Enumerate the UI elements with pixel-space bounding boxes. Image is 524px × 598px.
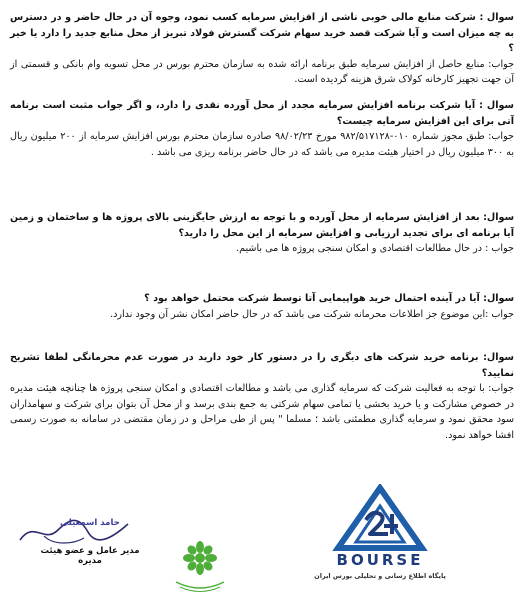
question-1: سوال : شرکت منابع مالی خوبی ناشی از افزایش سرمایه کسب نمود، وجوه آن در حال حاضر و در دسترس به چه میزان است و آیا شرکت قصد خرید سهام شرکت گسترش فولاد تبریز از محل منابع جدید را دارد یا خیر ؟ [10,12,514,54]
qa-block-1 [10,10,514,88]
qa-block-2 [10,98,514,160]
answer-4: جواب :این موضوع جز اطلاعات محرمانه شرکت می باشد که در حال حاضر امکان نشر آن وجود ندارد. [110,308,514,320]
qa-block-5 [10,350,514,443]
answer-3: جواب : در حال مطالعات اقتصادی و امکان سنجی پروژه ها می باشیم. [236,243,514,254]
question-3: سوال: بعد از افزایش سرمایه از محل آورده و با توجه به ارزش جایگزینی بالای پروژه ها و ساختمان و زمین آیا برنامه ای برای تجدید ارزیابی و افزایش سرمایه از این محل را دارید؟ [10,212,514,239]
qa-block-4 [10,291,514,322]
answer-2: جواب: طبق مجوز شماره ۰۱۰-۹۸۲/۵۱۷۱۲۸ مورخ ۹۸/۰۲/۲۳ صادره سازمان محترم بورس افزایش سرمایه از ۲۰۰ میلیون ریال به ۳۰۰ میلیون ریال در اختیار هیئت مدیره می باشد که در حال حاضر برنامه ریزی می باشد . [10,131,514,158]
bourse-logo-tagline: پایگاه اطلاع رسانی و تحلیلی بورس ایران [314,572,446,580]
company-stamp-icon [170,538,230,593]
bourse-logo-text: BOURSE [336,551,424,569]
answer-5: جواب: با توجه به فعالیت شرکت که سرمایه گذاری می باشد و مطالعات اقتصادی و امکان سنجی پروژه ها چنانچه هیئت مدیره در خصوص مشارکت و یا خرید بخشی یا تمامی سهام شرکتی به جمع بندی برسد و از محل آن بتوان برای شرکت و سهامداران سود محقق نمود و سرمایه گذاری مطمئنی باشد ؛ مسلما " پس از طی مراحل و در زمان مقتضی در سامانه به صورت رسمی افشا خواهد نمود. [10,383,514,441]
bourse-logo-mark-icon [300,484,460,554]
question-5: سوال: برنامه خرید شرکت های دیگری را در دستور کار خود دارید در صورت عدم محرمانگی لطفا تشریح نمایید؟ [10,352,514,379]
bourse-logo [300,484,460,594]
signatory-name: حامد اسمعیلی [60,518,120,528]
answer-1: جواب: منابع حاصل از افزایش سرمایه طبق برنامه ارائه شده به سازمان محترم بورس در محل تسویه وام بانکی و قسمتی از آن جهت تجهیز کارخانه کولاک شرق هزینه گردیده است. [10,58,514,85]
question-4: سوال: آیا در آینده احتمال خرید هواپیمایی آتا توسط شرکت محتمل خواهد بود ؟ [144,293,514,304]
question-2: سوال : آیا شرکت برنامه افزایش سرمایه مجدد از محل آورده نقدی را دارد، و اگر جواب مثبت است برنامه آتی برای این افزایش سرمایه چیست؟ [10,100,514,127]
handwritten-signature [14,510,134,550]
qa-block-3 [10,210,514,257]
signatory-title: مدیر عامل و عضو هیئت مدیره [40,546,140,566]
